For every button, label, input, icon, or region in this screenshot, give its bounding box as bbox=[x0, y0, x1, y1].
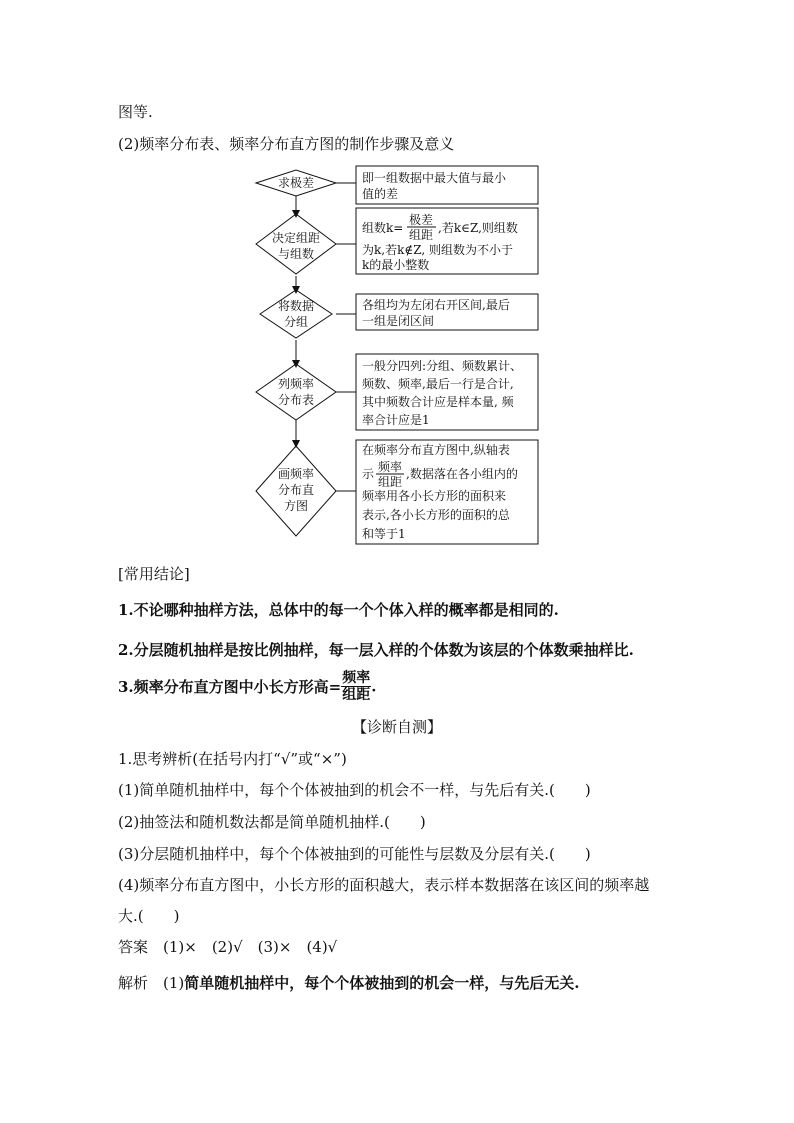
step-1-desc: 即一组数据中最大值与最小 bbox=[362, 171, 507, 185]
step-2-desc: ,若k∈Z,则组数 bbox=[438, 221, 518, 235]
conclusion-item-3-fraction bbox=[341, 670, 371, 703]
step-3-shape bbox=[260, 290, 332, 338]
question-4: (4)频率分布直方图中，小长方形的面积越大，表示样本数据落在该区间的频率越 bbox=[118, 876, 650, 894]
step-5-desc: 频率用各小长方形的面积来 bbox=[362, 489, 507, 503]
step-5-label: 画频率 bbox=[277, 467, 315, 481]
step-4-label: 分布表 bbox=[277, 393, 315, 407]
question-4-cont: 大.( ) bbox=[118, 907, 180, 925]
step-1-label: 求极差 bbox=[277, 176, 315, 190]
step-5-frac-num: 频率 bbox=[377, 460, 403, 474]
step-4-desc: 其中频数合计应是样本量, 频 bbox=[362, 395, 514, 409]
question-intro: 1.思考辨析(在括号内打“√”或“×”) bbox=[118, 750, 347, 768]
conclusion-item-3-suffix: . bbox=[371, 677, 377, 696]
step-2-label: 决定组距 bbox=[271, 231, 321, 245]
conclusion-item-3-text: 3.频率分布直方图中小长方形高= bbox=[118, 678, 342, 696]
step-5-frac-den: 组距 bbox=[377, 475, 403, 489]
fraction-numerator: 频率 bbox=[342, 670, 371, 686]
step-5-desc: 示 bbox=[362, 467, 375, 481]
conclusions-title: [常用结论] bbox=[118, 565, 190, 583]
analysis-line bbox=[118, 972, 579, 993]
step-2-frac-num: 极差 bbox=[408, 213, 434, 227]
step-5-desc: ,数据落在各小组内的 bbox=[406, 467, 518, 481]
intro-continuation: 图等. bbox=[118, 103, 153, 121]
step-2-frac-den: 组距 bbox=[408, 228, 434, 242]
fraction-denominator: 组距 bbox=[342, 687, 371, 703]
step-5-label: 分布直 bbox=[277, 483, 315, 497]
analysis-text: 简单随机抽样中，每个个体被抽到的机会一样，与先后无关. bbox=[184, 974, 580, 992]
step-2-label: 与组数 bbox=[277, 247, 315, 261]
step-3-desc: 各组均为左闭右开区间,最后 bbox=[362, 298, 510, 312]
conclusion-item-3 bbox=[118, 670, 376, 703]
step-4-desc: 率合计应是1 bbox=[362, 413, 430, 427]
section-heading: (2)频率分布表、频率分布直方图的制作步骤及意义 bbox=[118, 135, 455, 153]
analysis-label: 解析 (1) bbox=[118, 974, 185, 992]
step-5-desc: 在频率分布直方图中,纵轴表 bbox=[362, 443, 510, 457]
step-4-desc: 频数、频率,最后一行是合计, bbox=[362, 377, 514, 391]
answer-line: 答案 (1)× (2)√ (3)× (4)√ bbox=[118, 938, 338, 956]
step-4-label: 列频率 bbox=[277, 377, 315, 391]
step-1-desc: 值的差 bbox=[362, 187, 399, 201]
step-3-label: 将数据 bbox=[277, 299, 315, 313]
step-4-shape bbox=[256, 364, 336, 420]
question-2: (2)抽签法和随机数法都是简单随机抽样.( ) bbox=[118, 813, 426, 831]
step-5-label: 方图 bbox=[283, 499, 309, 513]
step-3-label: 分组 bbox=[283, 315, 309, 329]
question-1: (1)简单随机抽样中，每个个体被抽到的机会不一样，与先后有关.( ) bbox=[118, 781, 591, 799]
question-3: (3)分层随机抽样中，每个个体被抽到的可能性与层数及分层有关.( ) bbox=[118, 845, 591, 863]
step-3-desc: 一组是闭区间 bbox=[362, 314, 435, 328]
conclusion-item-1: 1.不论哪种抽样方法，总体中的每一个个体入样的概率都是相同的. bbox=[118, 601, 559, 619]
conclusion-item-2: 2.分层随机抽样是按比例抽样，每一层入样的个体数为该层的个体数乘抽样比. bbox=[118, 641, 634, 659]
step-2-desc: 为k,若k∉Z, 则组数为不小于 bbox=[362, 243, 513, 257]
self-test-title: 【诊断自测】 bbox=[351, 718, 442, 736]
step-5-desc: 和等于1 bbox=[362, 527, 406, 541]
step-2-desc: 组数k= bbox=[362, 221, 404, 235]
step-5-desc: 表示,各小长方形的面积的总 bbox=[362, 508, 510, 522]
step-4-desc: 一般分四列:分组、频数累计、 bbox=[362, 359, 523, 373]
step-2-desc: k的最小整数 bbox=[362, 258, 430, 272]
